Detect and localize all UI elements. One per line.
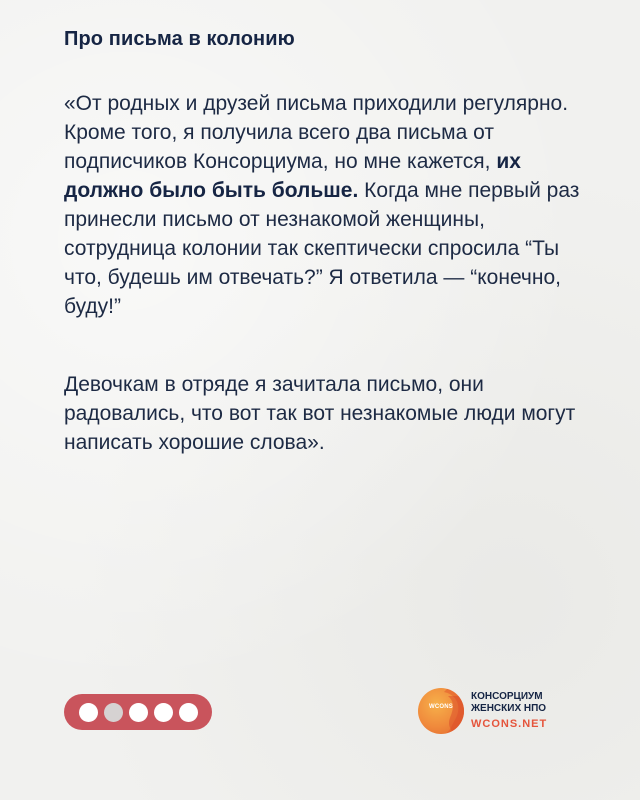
- pager-dot-3[interactable]: [129, 703, 148, 722]
- brand-url[interactable]: WCONS.NET: [471, 718, 548, 730]
- carousel-pager: [64, 694, 212, 730]
- quote-paragraph-1: [64, 89, 584, 321]
- brand-name-line-1: КОНСОРЦИУМ: [471, 691, 543, 702]
- consortium-logo-icon: [418, 688, 464, 734]
- woman-profile-icon: [418, 688, 464, 734]
- quote-emphasis: их должно было быть больше.: [64, 150, 521, 202]
- brand-name-line-2: ЖЕНСКИХ НПО: [471, 703, 547, 714]
- quote-text-end: Когда мне первый раз принесли письмо от незнакомой женщины, сотрудница колонии так скептически спросила “Ты что, будешь им отвечать?” Я ответила — “конечно, буду!”: [64, 179, 580, 318]
- quote-text-start: «От родных и друзей письма приходили регулярно. Кроме того, я получила всего два письма от подписчиков Консорциума, но мне кажется,: [64, 92, 569, 173]
- pager-dot-4[interactable]: [154, 703, 173, 722]
- pager-dot-2-active[interactable]: [104, 703, 123, 722]
- page-title: Про письма в колонию: [64, 28, 295, 50]
- quote-paragraph-2: Девочкам в отряде я зачитала письмо, они радовались, что вот так вот незнакомые люди могут написать хорошие слова».: [64, 373, 576, 454]
- brand-block: [418, 688, 608, 736]
- pager-dot-5[interactable]: [179, 703, 198, 722]
- pager-dot-1[interactable]: [79, 703, 98, 722]
- brand-name: [471, 691, 611, 715]
- logo-wordmark: WCONS: [429, 704, 453, 710]
